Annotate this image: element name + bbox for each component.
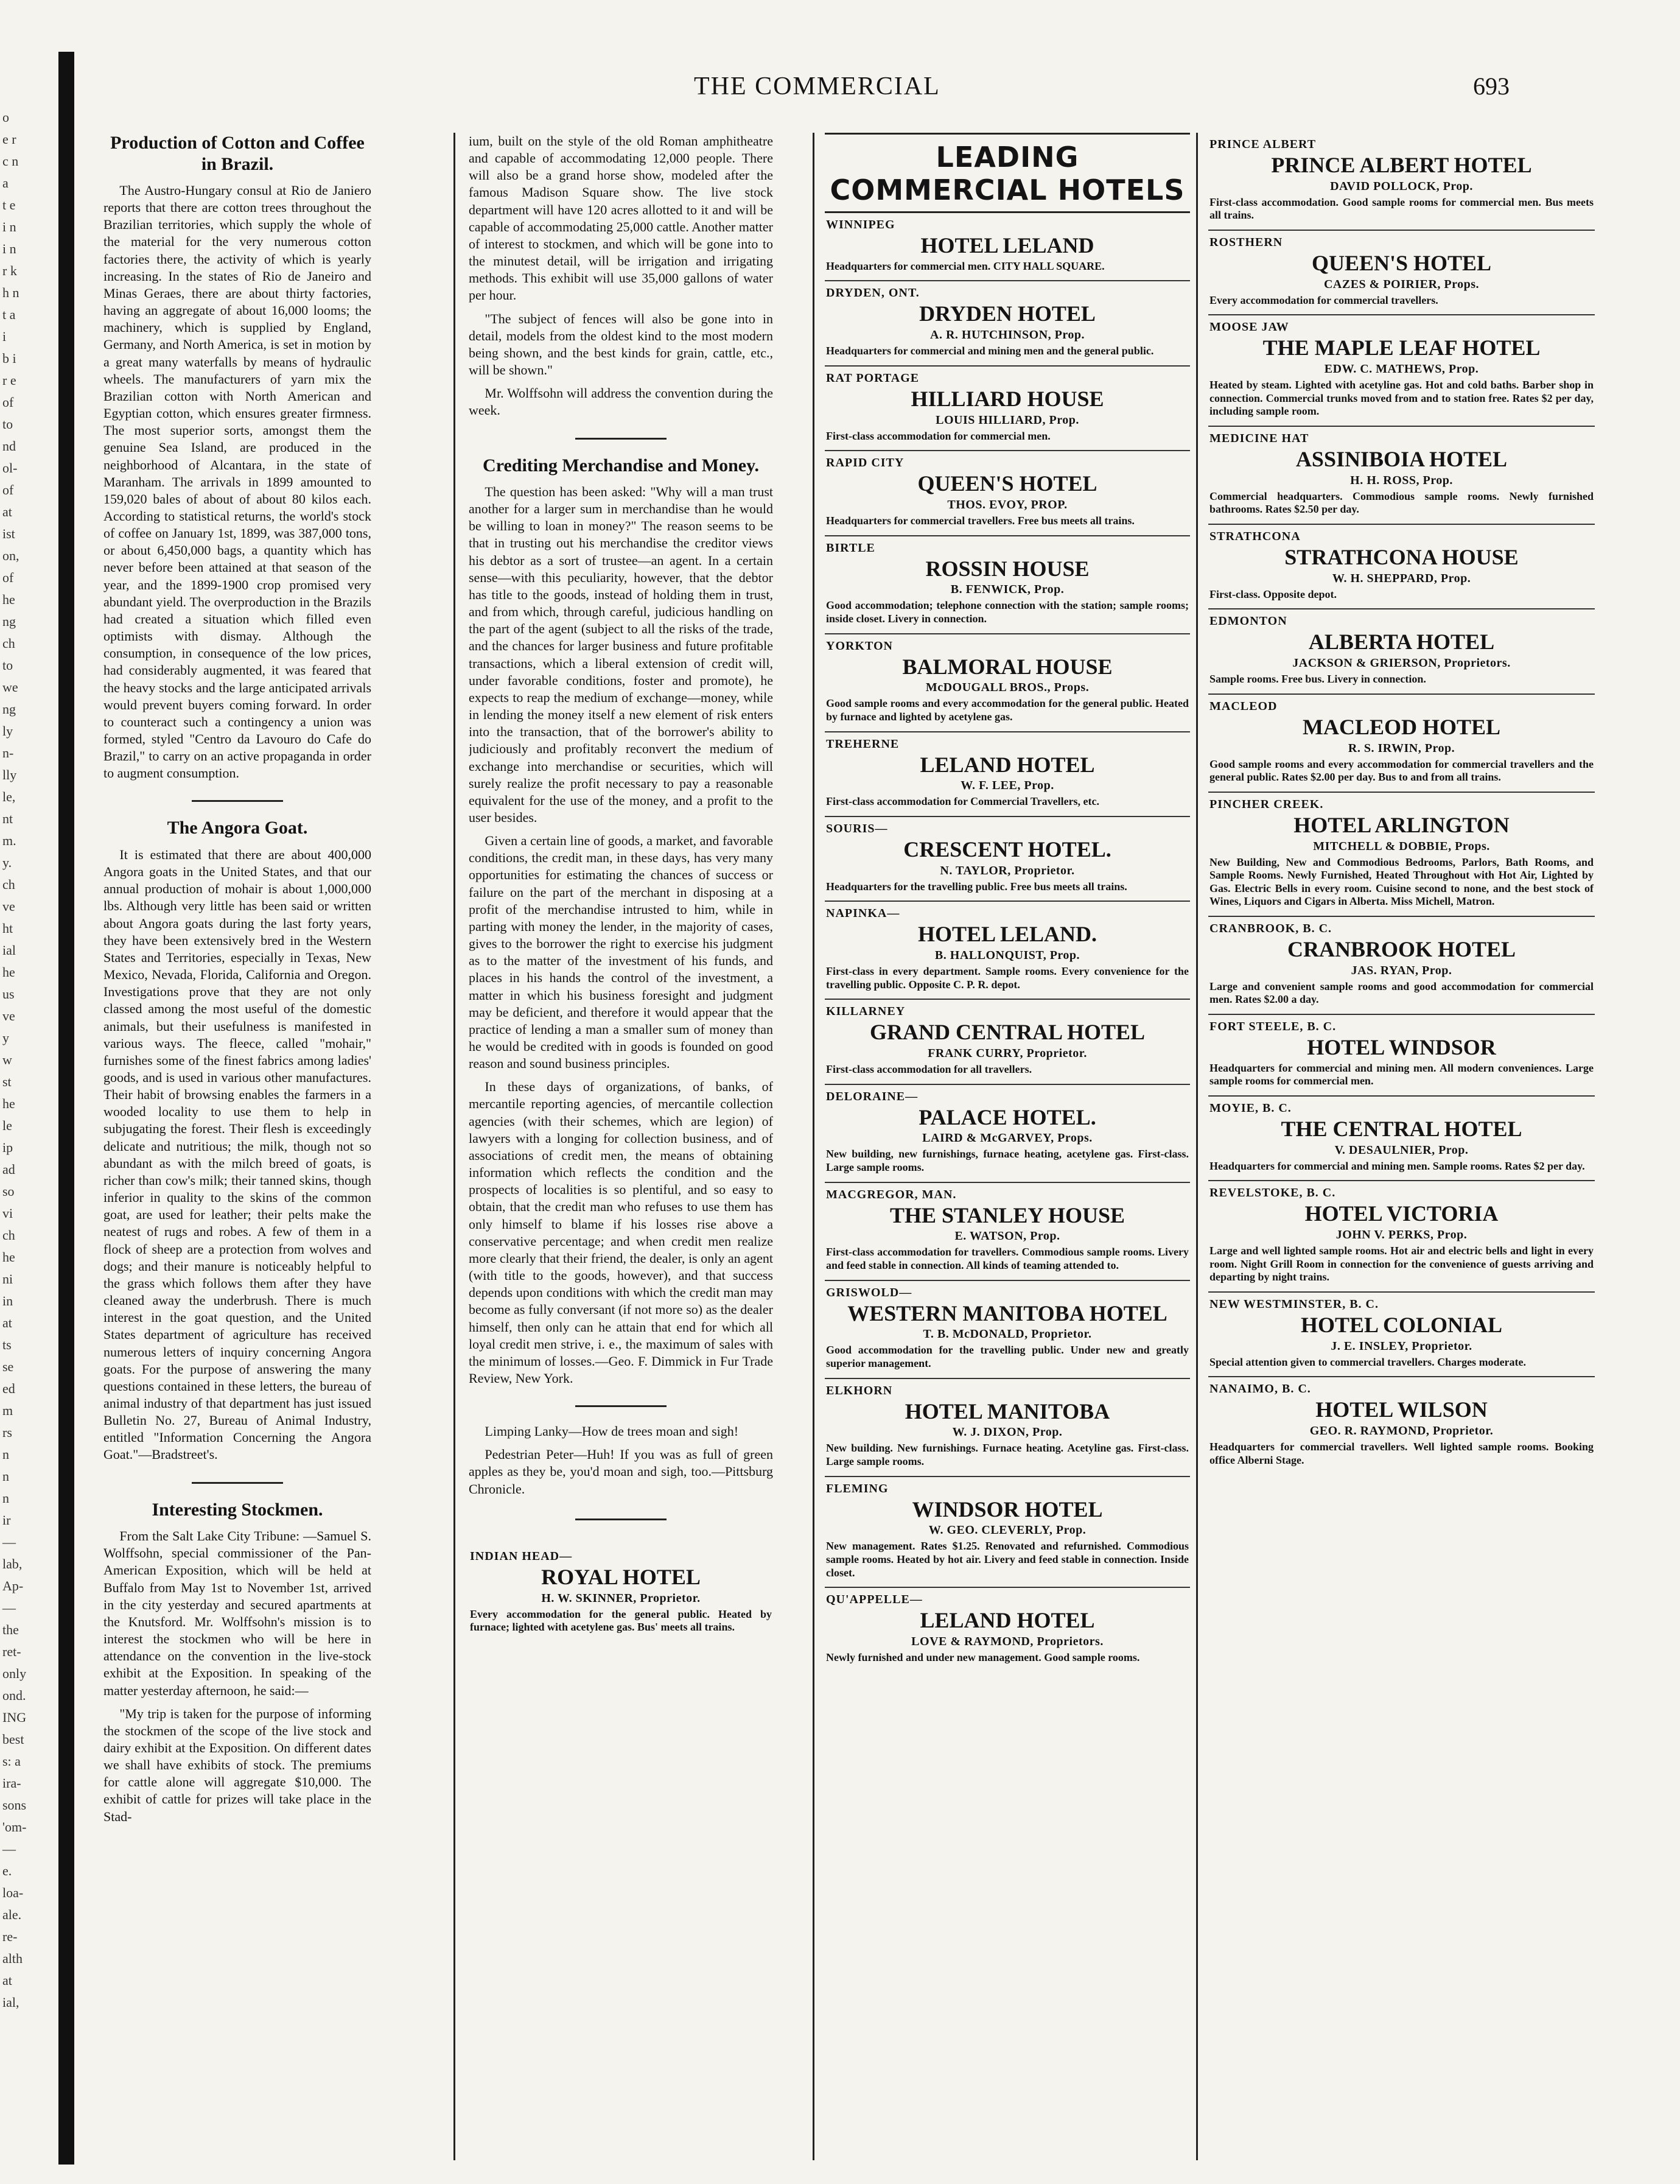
hotel-town: GRISWOLD—: [826, 1285, 912, 1299]
hotel-proprietor: JAS. RYAN, Prop.: [1351, 963, 1452, 977]
hotel-description: Headquarters for commercial travellers. Free bus meets all trains.: [826, 514, 1135, 527]
edge-fragment: y: [2, 1030, 9, 1045]
hotel-name: HOTEL ARLINGTON: [1293, 812, 1510, 837]
hotel-town: REVELSTOKE, B. C.: [1209, 1186, 1336, 1200]
hotel-proprietor: T. B. McDONALD, Proprietor.: [923, 1327, 1092, 1341]
edge-fragment: e.: [2, 1863, 12, 1878]
column-3: [825, 133, 1190, 2160]
article-paragraph: "The subject of fences will also be gone into in detail, models from the oldest kind to the most modern being shown, and the best kinds for grain, cattle, etc., will be shown.": [469, 311, 773, 378]
column-2: [469, 133, 773, 2160]
hotel-name: DRYDEN HOTEL: [919, 301, 1096, 326]
hotel-name: ROYAL HOTEL: [541, 1564, 701, 1589]
edge-fragment: ch: [2, 1227, 15, 1243]
hotel-ad: [469, 1545, 773, 1642]
hotel-description: Large and well lighted sample rooms. Hot air and electric bells and light in every room. Night Grill Room in connection for the convenience of guests arriving and departing by night trains.: [1209, 1245, 1594, 1283]
hotel-ad: [1208, 917, 1595, 1015]
hotel-town: INDIAN HEAD—: [470, 1549, 573, 1563]
edge-fragment: c n: [2, 153, 19, 169]
edge-fragment: m.: [2, 833, 16, 848]
left-page-edge: [0, 110, 50, 2168]
hotel-ad: [1208, 793, 1595, 917]
edge-fragment: i n: [2, 219, 16, 234]
hotel-town: QU'APPELLE—: [826, 1593, 923, 1607]
edge-fragment: ch: [2, 877, 15, 892]
hotel-description: Good accommodation; telephone connection with the station; sample rooms; inside closet. Livery in connection.: [826, 599, 1189, 625]
hotel-town: MOYIE, B. C.: [1209, 1101, 1292, 1115]
hotel-town: FLEMING: [826, 1481, 889, 1495]
hotel-town: RAT PORTAGE: [826, 371, 920, 385]
hotel-ad: [825, 732, 1190, 817]
hotel-town: WINNIPEG: [826, 218, 895, 231]
edge-fragment: t e: [2, 197, 16, 212]
edge-fragment: y.: [2, 855, 12, 870]
hotel-ad: [1208, 695, 1595, 793]
hotel-name: QUEEN'S HOTEL: [1311, 250, 1492, 275]
hotel-description: New Building, New and Commodious Bedrooms, Parlors, Bath Rooms, and Sample Rooms. Newly Furnished, Heated Throughout with Hot Air, Lighted by Gas. Electric Bells in every room. Cuisine second to none, and the best stock of Wines, Liquors and Cigars in Alberta. Miss Michell, Matron.: [1209, 855, 1594, 908]
hotel-town: RAPID CITY: [826, 456, 905, 470]
hotel-name: THE CENTRAL HOTEL: [1281, 1116, 1522, 1141]
edge-fragment: ir: [2, 1512, 11, 1528]
hotel-ad: [825, 1183, 1190, 1281]
hotel-proprietor: H. H. ROSS, Prop.: [1350, 473, 1453, 487]
edge-fragment: m: [2, 1403, 13, 1418]
hotel-description: Every accommodation for the general public. Heated by furnace; lighted with acetylene gas. Bus' meets all trains.: [470, 1607, 772, 1634]
edge-fragment: le,: [2, 789, 16, 804]
edge-fragment: ts: [2, 1337, 12, 1352]
edge-fragment: at: [2, 504, 12, 519]
edge-fragment: vi: [2, 1206, 13, 1221]
hotel-description: First-class accommodation for all travellers.: [826, 1063, 1032, 1076]
hotel-ad: [825, 536, 1190, 634]
hotel-name: GRAND CENTRAL HOTEL: [869, 1020, 1146, 1045]
hotel-description: New building, new furnishings, furnace heating, acetylene gas. First-class. Large sample rooms.: [826, 1148, 1189, 1174]
hotel-ad: [1208, 1377, 1595, 1474]
edge-fragment: r e: [2, 373, 16, 388]
hotel-description: Headquarters for commercial and mining men. Sample rooms. Rates $2 per day.: [1209, 1159, 1585, 1172]
edge-fragment: ial,: [2, 1995, 19, 2010]
edge-fragment: in: [2, 1293, 13, 1308]
article-paragraph: Given a certain line of goods, a market, and favorable conditions, the credit man, in these days, has very many opportunities for estimating the chances of success or failure on the part of the merchant in disposing at a profit of the merchandise intrusted to him, while in parting with money the lender, in the majority of cases, gives to the borrower the right to exercise his judgment as to the matter of the investment of his funds, and places in his hands the control of the investment, a matter in which his business foresight and judgment may be deficient, and therefore it would appear that the practice of lending a man a smaller sum of money than he would be credited with in goods is founded on good reason and sound business principles.: [469, 833, 773, 1072]
edge-fragment: he: [2, 1096, 15, 1111]
hotel-name: STRATHCONA HOUSE: [1284, 544, 1519, 569]
hotel-ad: [1208, 231, 1595, 315]
hotel-ad: [825, 902, 1190, 1000]
edge-fragment: ch: [2, 636, 15, 651]
hotel-proprietor: EDW. C. MATHEWS, Prop.: [1324, 362, 1479, 376]
hotel-description: New management. Rates $1.25. Renovated and refurnished. Commodious sample rooms. Heated by hot air. Livery and feed stable in connection. Inside closet.: [826, 1540, 1189, 1579]
hotel-name: WESTERN MANITOBA HOTEL: [847, 1301, 1167, 1325]
hotel-ad: [825, 1477, 1190, 1589]
hotel-description: Large and convenient sample rooms and good accommodation for commercial men. Rates $2.00 a day.: [1209, 980, 1594, 1006]
hotel-description: First-class accommodation for travellers. Commodious sample rooms. Livery and feed stable in connection. All kinds of teaming attended to.: [826, 1246, 1189, 1272]
edge-fragment: ve: [2, 899, 15, 914]
column-rule: [453, 133, 455, 2160]
hotel-description: New building. New furnishings. Furnace heating. Acetyline gas. First-class. Large sample rooms.: [826, 1442, 1189, 1468]
joke-line: Limping Lanky—How de trees moan and sigh!: [485, 1424, 739, 1439]
joke-line: Pedestrian Peter—Huh! If you was as full of green apples as they be, you'd moan and sigh, too.—Pittsburg Chronicle.: [469, 1447, 773, 1497]
hotel-proprietor: N. TAYLOR, Proprietor.: [940, 863, 1075, 877]
hotel-name: THE MAPLE LEAF HOTEL: [1262, 335, 1541, 360]
hotel-ad: [1208, 315, 1595, 427]
edge-fragment: ed: [2, 1381, 15, 1396]
edge-fragment: i: [2, 329, 7, 344]
edge-fragment: of: [2, 482, 14, 497]
hotel-directory-banner: [825, 133, 1190, 213]
column-4: [1208, 133, 1595, 2160]
hotel-ad: [825, 451, 1190, 536]
hotel-proprietor: McDOUGALL BROS., Props.: [925, 681, 1090, 695]
article-headline: Interesting Stockmen.: [152, 1499, 323, 1520]
column-1: [103, 133, 371, 2160]
edge-fragment: w: [2, 1052, 12, 1067]
hotel-ad: [825, 1588, 1190, 1671]
article-paragraph: In these days of organizations, of banks, of mercantile reporting agencies, of mercantile collection agencies (with their schemes, which are legion) of lawyers with a longing for collection business, and of associations of credit men, the means of obtaining information which reflects the condition and the prospects of localities is so plentiful, and so easy to obtain, that the credit man who refuses to use them has only himself to blame if his losses rise above a conservative percentage; and when credit men realize more clearly that their friend, the dealer, is only an agent (with title to the goods, however), and that success depends upon conditions with which the credit man may become as fully conversant (if not more so) as the dealer himself, then only can he attain that end for which all loyal credit men strive, i. e., the maximum of sales with the minimum of losses.—Geo. F. Dimmick in Fur Trade Review, New York.: [469, 1079, 773, 1386]
hotel-description: Sample rooms. Free bus. Livery in connection.: [1209, 673, 1426, 686]
edge-fragment: rs: [2, 1425, 12, 1440]
hotel-ad: [825, 1281, 1190, 1379]
edge-fragment: ng: [2, 614, 16, 629]
hotel-proprietor: W. GEO. CLEVERLY, Prop.: [928, 1523, 1087, 1537]
hotel-town: FORT STEELE, B. C.: [1209, 1019, 1337, 1033]
article-paragraph: From the Salt Lake City Tribune: —Samuel S. Wolffsohn, special commissioner of the Pan-American Exposition, which will be held at Buffalo from May 1st to November 1st, arrived in the city yesterday and secured apartments at the Knutsford. Mr. Wolffsohn's mission is to interest the stockmen who will be here in attendance on the convention in the live-stock exhibit at the Exposition. In speaking of the matter yesterday afternoon, he said:—: [103, 1528, 371, 1698]
edge-fragment: h n: [2, 285, 19, 300]
hotel-ad: [825, 1379, 1190, 1477]
edge-fragment: lab,: [2, 1556, 23, 1571]
hotel-name: PALACE HOTEL.: [919, 1104, 1096, 1129]
hotel-proprietor: J. E. INSLEY, Proprietor.: [1331, 1339, 1472, 1353]
edge-fragment: at: [2, 1315, 12, 1330]
hotel-ad: [1208, 1293, 1595, 1377]
edge-fragment: ist: [2, 526, 15, 541]
edge-fragment: n: [2, 1447, 9, 1462]
edge-fragment: at: [2, 1973, 12, 1988]
edge-fragment: ond.: [2, 1688, 26, 1703]
hotel-ad: [1208, 1097, 1595, 1181]
edge-fragment: re-: [2, 1929, 18, 1944]
hotel-description: Every accommodation for commercial travellers.: [1209, 293, 1438, 306]
hotel-description: Headquarters for the travelling public. Free bus meets all trains.: [826, 880, 1127, 893]
hotel-description: Good sample rooms and every accommodation for commercial travellers and the general public. Rates $2.00 per day. Bus to and from all trains.: [1209, 757, 1594, 784]
edge-fragment: alth: [2, 1951, 23, 1966]
hotel-town: YORKTON: [826, 639, 893, 653]
edge-fragment: so: [2, 1184, 15, 1199]
hotel-town: NEW WESTMINSTER, B. C.: [1209, 1297, 1379, 1311]
hotel-name: QUEEN'S HOTEL: [917, 471, 1097, 496]
edge-fragment: he: [2, 1249, 15, 1265]
edge-fragment: ly: [2, 723, 13, 739]
hotel-town: BIRTLE: [826, 541, 875, 555]
edge-fragment: to: [2, 416, 13, 432]
hotel-name: MACLEOD HOTEL: [1302, 714, 1501, 739]
edge-fragment: 'om-: [2, 1819, 27, 1835]
hotel-proprietor: CAZES & POIRIER, Props.: [1323, 277, 1480, 291]
hotel-proprietor: DAVID POLLOCK, Prop.: [1330, 179, 1473, 193]
binding-spine: [58, 52, 74, 2165]
hotel-ad: [825, 367, 1190, 451]
edge-fragment: ol-: [2, 460, 18, 476]
masthead: THE COMMERCIAL: [694, 72, 940, 100]
hotel-description: Good accommodation for the travelling public. Under new and greatly superior management.: [826, 1344, 1189, 1370]
hotel-ad: [825, 1085, 1190, 1183]
edge-fragment: e r: [2, 132, 16, 147]
edge-fragment: the: [2, 1622, 19, 1637]
edge-fragment: b i: [2, 351, 16, 366]
article-separator: [575, 1405, 667, 1407]
hotel-name: LELAND HOTEL: [920, 1608, 1095, 1633]
edge-fragment: ip: [2, 1140, 13, 1155]
hotel-proprietor: E. WATSON, Prop.: [954, 1229, 1060, 1243]
edge-fragment: n: [2, 1469, 9, 1484]
edge-fragment: ING: [2, 1710, 27, 1725]
hotel-town: STRATHCONA: [1209, 529, 1301, 543]
hotel-name: ALBERTA HOTEL: [1308, 630, 1495, 655]
article-paragraph: It is estimated that there are about 400,000 Angora goats in the United States, and that our annual production of mohair is about 1,000,000 lbs. Although very little has been said or written about Angora goats during the last forty years, they have been extensively bred in the Western States and Territories, especially in Texas, New Mexico, Nevada, Florida, California and Oregon. Investigations prove that they are not only classed among the most useful of the domestic animals, but their usefulness is manifested in various ways. The fleece, called "mohair," furnishes some of the finest fabrics among ladies' goods, and is used in various other manufactures. Their habit of browsing enables the farmers in a wooded locality to use them to help in subjugating the forest. Their flesh is exceedingly delicate and nutritious; the milk, though not so abundant as with the milch breed of goats, is richer than cow's milk; their tanned skins, though inferior in quality to the skins of the common goat, are used for leather; their pelts make the neatest of rugs and robes. A few of them in a flock of sheep are a protection from wolves and dogs; and their manure is noticeably helpful to the grass which follows them after they have cleaned away the underbrush. There is much interest in the goat question, and the United States department of agriculture has received numerous letters of inquiry concerning Angora goats. For the purpose of answering the many questions contained in these letters, the bureau of animal industry of that department has just issued Bulletin No. 27, Bureau of Animal Industry, entitled "Information Concerning the Angora Goat."—Bradstreet's.: [103, 846, 371, 1462]
edge-fragment: Ap-: [2, 1578, 24, 1593]
hotel-description: First-class accommodation for Commercial Travellers, etc.: [826, 795, 1100, 808]
edge-fragment: ht: [2, 921, 13, 936]
article-separator: [192, 800, 283, 802]
hotel-ad: [825, 1000, 1190, 1084]
hotel-name: HOTEL WINDSOR: [1307, 1034, 1496, 1059]
hotel-town: MACLEOD: [1209, 699, 1278, 713]
hotel-description: Commercial headquarters. Commodious sample rooms. Newly furnished bathrooms. Rates $2.50 per day.: [1209, 490, 1594, 516]
running-head: [0, 72, 1680, 102]
hotel-proprietor: FRANK CURRY, Proprietor.: [928, 1047, 1087, 1061]
edge-fragment: n: [2, 1491, 9, 1506]
hotel-name: CRANBROOK HOTEL: [1287, 936, 1516, 961]
edge-fragment: —: [2, 1600, 16, 1615]
edge-fragment: of: [2, 395, 14, 410]
edge-fragment: t a: [2, 307, 16, 322]
hotel-town: EDMONTON: [1209, 614, 1287, 628]
hotel-town: MEDICINE HAT: [1209, 431, 1309, 445]
hotel-name: PRINCE ALBERT HOTEL: [1271, 153, 1532, 177]
edge-fragment: se: [2, 1359, 14, 1374]
article-paragraph: ium, built on the style of the old Roman amphitheatre and capable of accommodating 12,000 people. There will also be a grand horse show, modeled after the famous Madison Square show. The live stock department will have 120 acres allotted to it and will be capable of accommodating 25,000 cattle. Another matter of interest to stockmen, and which will be gone into to the minutest detail, will be irrigation and irrigating methods. This exhibit will use 35,000 gallons of water per hour.: [469, 133, 773, 303]
hotel-proprietor: MITCHELL & DOBBIE, Props.: [1313, 839, 1490, 853]
article-paragraph: "My trip is taken for the purpose of informing the stockmen of the scope of the live stock and dairy exhibit at the Exposition. On different dates we shall have exhibits of stock. The premiums for cattle alone will aggregate $10,000. The exhibit of cattle for prizes will take place in the Stad-: [103, 1705, 371, 1824]
hotel-proprietor: THOS. EVOY, PROP.: [947, 497, 1068, 511]
hotel-town: ROSTHERN: [1209, 235, 1283, 249]
edge-fragment: —: [2, 1841, 16, 1856]
hotel-ad: [825, 634, 1190, 732]
hotel-town: SOURIS—: [826, 821, 888, 835]
column-rule: [1196, 133, 1198, 2160]
edge-fragment: n-: [2, 745, 14, 760]
edge-fragment: nt: [2, 811, 13, 826]
hotel-description: First-class accommodation for commercial men.: [826, 429, 1051, 442]
hotel-town: MOOSE JAW: [1209, 320, 1289, 334]
hotel-name: HILLIARD HOUSE: [911, 386, 1104, 411]
hotel-town: KILLARNEY: [826, 1005, 906, 1019]
hotel-proprietor: R. S. IRWIN, Prop.: [1348, 741, 1455, 755]
edge-fragment: s: a: [2, 1754, 21, 1769]
article-separator: [575, 1519, 667, 1520]
edge-fragment: ve: [2, 1008, 15, 1024]
hotel-town: PRINCE ALBERT: [1209, 138, 1317, 151]
hotel-proprietor: H. W. SKINNER, Proprietor.: [541, 1591, 701, 1605]
hotel-name: ASSINIBOIA HOTEL: [1295, 446, 1508, 471]
banner-title: LEADING COMMERCIAL HOTELS: [830, 141, 1185, 206]
hotel-name: WINDSOR HOTEL: [912, 1497, 1103, 1522]
hotel-town: PINCHER CREEK.: [1209, 797, 1324, 811]
article-separator: [192, 1482, 283, 1484]
edge-fragment: he: [2, 592, 15, 607]
hotel-name: HOTEL COLONIAL: [1300, 1312, 1503, 1337]
edge-fragment: a: [2, 175, 9, 191]
hotel-description: Headquarters for commercial travellers. Well lighted sample rooms. Booking office Alberni Stage.: [1209, 1441, 1594, 1466]
hotel-list: [825, 213, 1190, 1672]
hotel-proprietor: LAIRD & McGARVEY, Props.: [922, 1131, 1093, 1145]
hotel-description: First-class accommodation. Good sample rooms for commercial men. Bus meets all trains.: [1209, 195, 1594, 222]
hotel-ad: [825, 817, 1190, 902]
edge-fragment: st: [2, 1074, 12, 1089]
hotel-ad: [1208, 525, 1595, 609]
article-separator: [575, 438, 667, 440]
edge-fragment: nd: [2, 438, 16, 454]
edge-fragment: ret-: [2, 1644, 21, 1659]
hotel-name: BALMORAL HOUSE: [902, 654, 1113, 679]
edge-fragment: o: [2, 110, 9, 125]
edge-fragment: i n: [2, 241, 16, 256]
edge-fragment: loa-: [2, 1885, 24, 1900]
hotel-proprietor: A. R. HUTCHINSON, Prop.: [930, 328, 1085, 342]
hotel-ad: [1208, 1181, 1595, 1293]
edge-fragment: —: [2, 1534, 16, 1550]
edge-fragment: le: [2, 1118, 12, 1133]
edge-fragment: ng: [2, 701, 16, 717]
edge-fragment: best: [2, 1732, 24, 1747]
hotel-town: MACGREGOR, MAN.: [826, 1187, 957, 1201]
hotel-town: DELORAINE—: [826, 1089, 919, 1103]
edge-fragment: r k: [2, 263, 17, 278]
article-headline: The Angora Goat.: [167, 818, 308, 838]
hotel-town: ELKHORN: [826, 1383, 893, 1397]
hotel-proprietor: B. FENWICK, Prop.: [950, 583, 1065, 597]
edge-fragment: he: [2, 964, 15, 980]
hotel-proprietor: JACKSON & GRIERSON, Proprietors.: [1292, 656, 1511, 670]
edge-fragment: only: [2, 1666, 27, 1681]
hotel-proprietor: B. HALLONQUIST, Prop.: [934, 949, 1080, 963]
hotel-ad: [1208, 1015, 1595, 1097]
edge-fragment: sons: [2, 1797, 27, 1813]
hotel-proprietor: GEO. R. RAYMOND, Proprietor.: [1309, 1424, 1494, 1438]
edge-fragment: to: [2, 658, 13, 673]
hotel-ad: [1208, 427, 1595, 525]
hotel-proprietor: V. DESAULNIER, Prop.: [1334, 1143, 1469, 1157]
hotel-description: Heated by steam. Lighted with acetyline gas. Hot and cold baths. Barber shop in connection. Commercial trunks moved from and to station free. Rates $2 per day, including sample room.: [1209, 379, 1594, 418]
edge-fragment: ad: [2, 1162, 15, 1177]
hotel-proprietor: W. H. SHEPPARD, Prop.: [1332, 571, 1471, 585]
edge-fragment: us: [2, 986, 15, 1002]
edge-fragment: on,: [2, 548, 19, 563]
hotel-proprietor: LOVE & RAYMOND, Proprietors.: [911, 1635, 1104, 1648]
article-paragraph: The Austro-Hungary consul at Rio de Janiero reports that there are cotton trees throughout the Brazilian territories, which supply the whole of the material for the very numerous cotton factories there, the activity of which is yearly increasing. In the states of Rio de Janeiro and Minas Geraes, there are about thirty factories, having an aggregate of about 16,000 looms; the machinery, which is supplied by England, Germany, and North America, is set in motion by a great many waterfalls by means of hydraulic wheels. The manufacturers of yarn mix the Brazilian cotton with North American and Egyptian cotton, which ensures greater firmness. The most superior sorts, amongst them the genuine Sea Island, are produced in the neighborhood of Alcantara, in the state of Maranham. The arrivals in 1899 amounted to 159,020 bales of about of about 80 kilos each. According to statistical returns, the world's stock of coffee on January 1st, 1899, was 387,000 tons, or about 6,450,000 bags, a quantity which has never before been attained at that season of the year, and the 1899-1900 crop promised very abundant yield. The overproduction in the Brazils had created a situation which filled even optimists with dismay. Although the consumption, in consequence of the low prices, had considerably augmented, it was feared that the heavy stocks and the large anticipated arrivals would prevent buyers coming forward. In order to counteract such a contingency a union was formed, styled "Centro da Lavouro do Cafe do Brazil," to carry on an active propaganda in order to augment consumption.: [103, 183, 371, 781]
hotel-ad: [825, 213, 1190, 281]
hotel-town: NAPINKA—: [826, 907, 900, 921]
hotel-proprietor: W. F. LEE, Prop.: [961, 779, 1054, 793]
hotel-description: Newly furnished and under new management. Good sample rooms.: [826, 1651, 1140, 1663]
hotel-ad: [1208, 133, 1595, 231]
hotel-ad: [1208, 609, 1595, 694]
hotel-proprietor: W. J. DIXON, Prop.: [952, 1425, 1063, 1439]
hotel-name: ROSSIN HOUSE: [925, 556, 1090, 581]
hotel-name: HOTEL VICTORIA: [1304, 1201, 1499, 1226]
hotel-name: THE STANLEY HOUSE: [889, 1203, 1125, 1227]
edge-fragment: lly: [2, 767, 17, 782]
edge-fragment: ale.: [2, 1907, 22, 1922]
hotel-town: DRYDEN, ONT.: [826, 286, 920, 300]
hotel-name: HOTEL MANITOBA: [905, 1399, 1110, 1424]
hotel-description: First-class. Opposite depot.: [1209, 588, 1337, 600]
hotel-description: Good sample rooms and every accommodation for the general public. Heated by furnace and lighted by acetylene gas.: [826, 697, 1189, 723]
hotel-name: HOTEL LELAND.: [917, 922, 1097, 947]
hotel-name: HOTEL LELAND: [920, 233, 1094, 258]
article-headline: Crediting Merchandise and Money.: [483, 455, 759, 476]
hotel-name: LELAND HOTEL: [920, 752, 1095, 777]
article-paragraph: Mr. Wolffsohn will address the convention during the week.: [469, 385, 773, 418]
hotel-ad: [825, 281, 1190, 366]
article-paragraph: The question has been asked: "Why will a man trust another for a larger sum in merchandise than he would be willing to loan in money?" The reason seems to be that in trusting out his merchandise the creditor views his debtor as a sort of trustee—an agent. In a certain sense—with this peculiarity, however, that the debtor has title to the goods, instead of holding them in trust, and from which, through careful, judicious handling on the part of the agent (subject to all the risks of the trade, and the chances for larger business and future profitable transactions, which a liberal extension of credit will, under favorable conditions, foster and promote), he expects to reap the medium of exchange—money, while in lending the money itself a new element of risk enters into the transaction, that of the borrower's ability to judiciously and profitably reconvert the medium of exchange into merchandise or securities, which will surely realize the profit necessary to pay a reasonable equivalent for the use of the money, and a profit to the user besides.: [469, 484, 773, 825]
article-headline: Production of Cotton and Coffee in Brazil.: [110, 133, 365, 174]
edge-fragment: ira-: [2, 1775, 21, 1791]
edge-fragment: ni: [2, 1271, 13, 1287]
hotel-town: CRANBROOK, B. C.: [1209, 921, 1332, 935]
hotel-description: Headquarters for commercial and mining men and the general public.: [826, 345, 1154, 357]
page-number: 693: [1473, 72, 1510, 100]
edge-fragment: ial: [2, 943, 16, 958]
hotel-proprietor: LOUIS HILLIARD, Prop.: [936, 413, 1079, 427]
hotel-name: HOTEL WILSON: [1315, 1397, 1488, 1422]
hotel-list: [1208, 133, 1595, 1474]
edge-fragment: we: [2, 679, 18, 695]
column-rule: [813, 133, 814, 2160]
hotel-name: CRESCENT HOTEL.: [903, 837, 1111, 862]
hotel-description: First-class in every department. Sample rooms. Every convenience for the travelling public. Opposite C. P. R. depot.: [826, 965, 1189, 991]
edge-fragment: of: [2, 570, 14, 585]
hotel-description: Headquarters for commercial and mining men. All modern conveniences. Large sample rooms for commercial men.: [1209, 1061, 1594, 1087]
hotel-description: Special attention given to commercial travellers. Charges moderate.: [1209, 1355, 1527, 1368]
hotel-proprietor: JOHN V. PERKS, Prop.: [1335, 1228, 1468, 1242]
hotel-town: TREHERNE: [826, 737, 900, 751]
hotel-town: NANAIMO, B. C.: [1209, 1382, 1311, 1396]
hotel-description: Headquarters for commercial men. CITY HALL SQUARE.: [826, 259, 1105, 272]
